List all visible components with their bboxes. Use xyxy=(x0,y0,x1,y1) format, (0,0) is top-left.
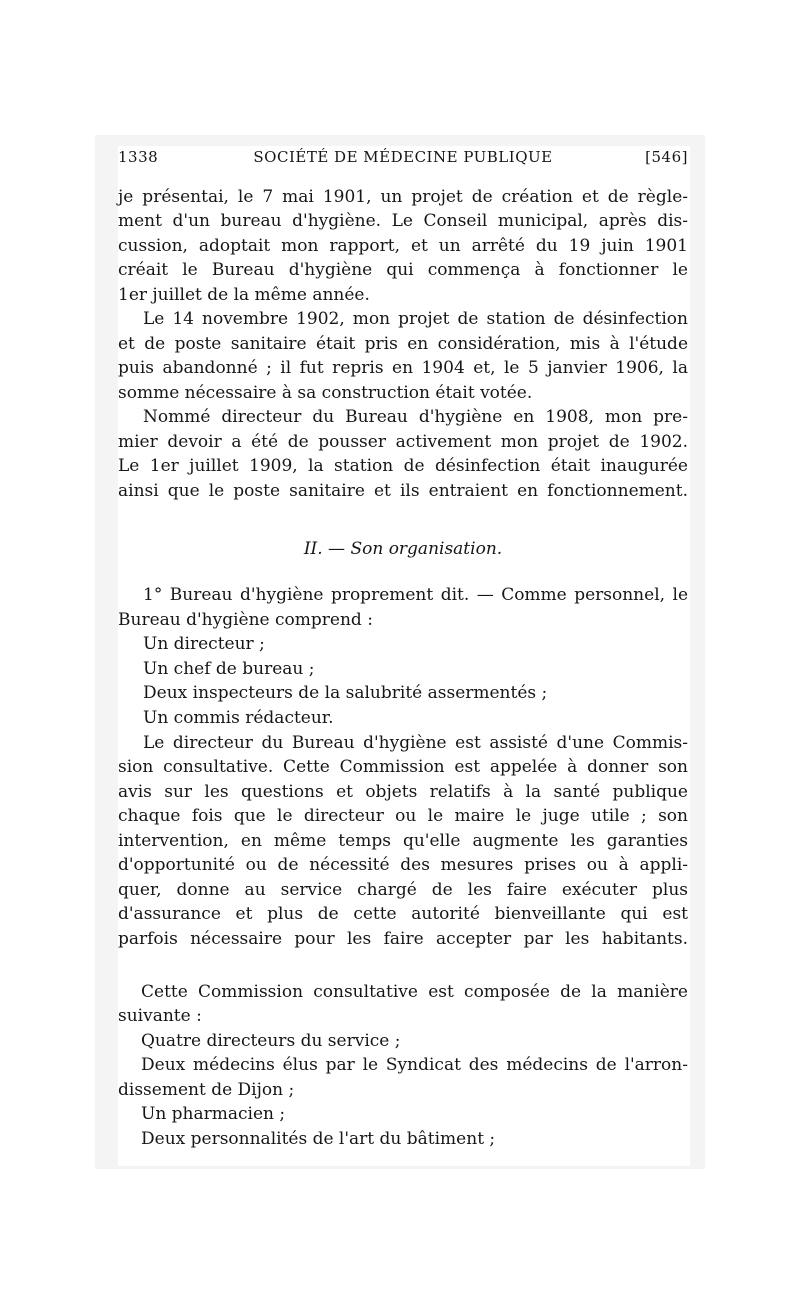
text-line: parfois nécessaire pour les faire accepter par les habitants. xyxy=(118,929,688,949)
text-line: avis sur les questions et objets relatifs à la santé publique xyxy=(118,782,688,802)
list-item: Un chef de bureau ; xyxy=(143,659,315,679)
text-line: dissement de Dijon ; xyxy=(118,1080,295,1100)
running-title: SOCIÉTÉ DE MÉDECINE PUBLIQUE xyxy=(253,148,553,166)
text-line: d'assurance et plus de cette autorité bienveillante qui est xyxy=(118,904,688,924)
running-header xyxy=(118,148,688,172)
list-item: Deux inspecteurs de la salubrité assermentés ; xyxy=(143,683,548,703)
text-line: Bureau d'hygiène comprend : xyxy=(118,610,373,630)
list-item: Deux médecins élus par le Syndicat des médecins de l'arron- xyxy=(141,1055,688,1075)
text-line: Nommé directeur du Bureau d'hygiène en 1908, mon pre- xyxy=(143,407,688,427)
page-number: 1338 xyxy=(118,148,159,166)
text-line: quer, donne au service chargé de les faire exécuter plus xyxy=(118,880,688,900)
folio: [546] xyxy=(645,148,688,166)
text-line: puis abandonné ; il fut repris en 1904 et, le 5 janvier 1906, la xyxy=(118,358,688,378)
list-item: Un directeur ; xyxy=(143,634,265,654)
text-line: suivante : xyxy=(118,1006,202,1026)
list-item: Deux personnalités de l'art du bâtiment ; xyxy=(141,1129,496,1149)
text-line: Le 14 novembre 1902, mon projet de station de désinfection xyxy=(143,309,688,329)
text-line: somme nécessaire à sa construction était votée. xyxy=(118,383,533,403)
section-heading-text: II. — Son organisation. xyxy=(303,539,503,559)
text-line: 1er juillet de la même année. xyxy=(118,285,370,305)
list-item: Quatre directeurs du service ; xyxy=(141,1031,401,1051)
section-heading xyxy=(118,537,688,561)
text-line: Le 1er juillet 1909, la station de désinfection était inaugurée xyxy=(118,456,688,476)
text-line: intervention, en même temps qu'elle augmente les garanties xyxy=(118,831,688,851)
text-line: Cette Commission consultative est composée de la manière xyxy=(141,982,688,1002)
list-item: Un pharmacien ; xyxy=(141,1104,286,1124)
text-line: mier devoir a été de pousser activement mon projet de 1902. xyxy=(118,432,688,452)
text-line: cussion, adoptait mon rapport, et un arrêté du 19 juin 1901 xyxy=(118,236,688,256)
text-line: et de poste sanitaire était pris en considération, mis à l'étude xyxy=(118,334,688,354)
text-line: Le directeur du Bureau d'hygiène est assisté d'une Commis- xyxy=(143,733,688,753)
text-line: ainsi que le poste sanitaire et ils entraient en fonctionnement. xyxy=(118,481,688,501)
text-line: 1° Bureau d'hygiène proprement dit. — Comme personnel, le xyxy=(143,585,688,605)
text-line: créait le Bureau d'hygiène qui commença à fonctionner le xyxy=(118,260,688,280)
text-line: je présentai, le 7 mai 1901, un projet de création et de règle- xyxy=(118,187,688,207)
text-line: ment d'un bureau d'hygiène. Le Conseil municipal, après dis- xyxy=(118,211,688,231)
text-line: d'opportunité ou de nécessité des mesures prises ou à appli- xyxy=(118,855,688,875)
text-line: sion consultative. Cette Commission est appelée à donner son xyxy=(118,757,688,777)
text-line: chaque fois que le directeur ou le maire le juge utile ; son xyxy=(118,806,688,826)
list-item: Un commis rédacteur. xyxy=(143,708,334,728)
